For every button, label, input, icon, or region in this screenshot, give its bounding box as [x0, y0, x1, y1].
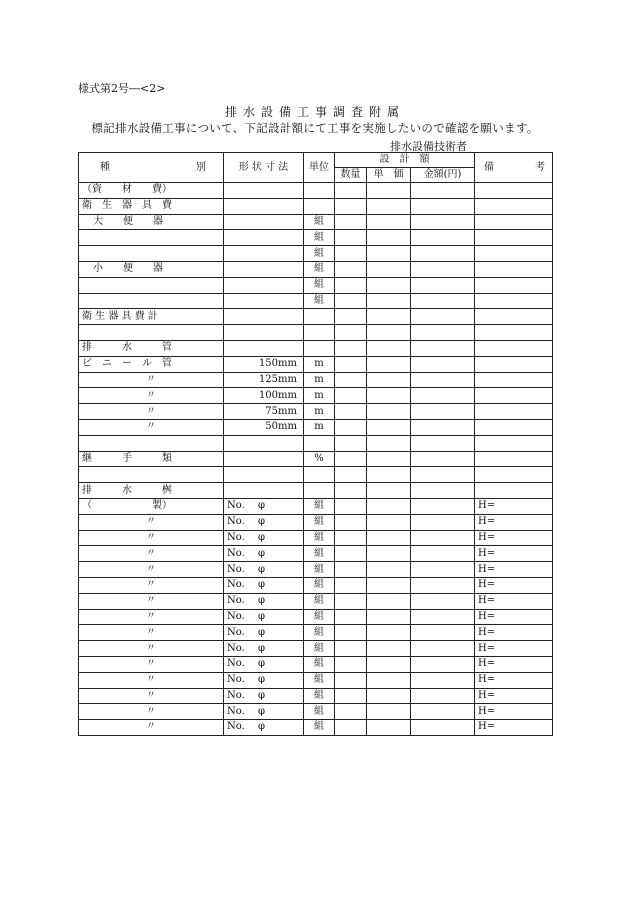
cell-size: 50mm — [224, 419, 304, 435]
col-remarks-b: 考 — [535, 161, 545, 173]
form-number: 様式第2号―<2> — [78, 82, 166, 95]
cell-type: 〃 — [79, 419, 224, 435]
cell-unit: 組 — [304, 530, 335, 546]
cell-size: No. φ — [224, 641, 304, 657]
cell-size — [224, 467, 304, 483]
cell-type: 〃 — [79, 514, 224, 530]
table-row — [79, 246, 553, 262]
table-row — [79, 214, 553, 230]
cell-unit-price — [367, 609, 411, 625]
cell-unit: 組 — [304, 562, 335, 578]
col-size-header: 形 状 寸 法 — [224, 153, 304, 183]
cell-unit: 組 — [304, 293, 335, 309]
cell-type: 大 便 器 — [79, 214, 224, 230]
cell-amount — [411, 483, 475, 499]
cell-size: No. φ — [224, 530, 304, 546]
table-row — [79, 704, 553, 720]
cell-unit-price — [367, 483, 411, 499]
cell-unit: % — [304, 451, 335, 467]
col-type-header — [79, 153, 224, 183]
cell-amount — [411, 720, 475, 736]
table-row — [79, 277, 553, 293]
cell-remarks — [475, 277, 553, 293]
cell-quantity — [335, 419, 367, 435]
cell-type: 〃 — [79, 372, 224, 388]
cell-unit: 組 — [304, 672, 335, 688]
cell-amount — [411, 514, 475, 530]
cell-unit-price — [367, 340, 411, 356]
cell-unit: 組 — [304, 641, 335, 657]
cell-unit-price — [367, 672, 411, 688]
cell-unit: 組 — [304, 656, 335, 672]
cell-amount — [411, 546, 475, 562]
cell-type: 〃 — [79, 577, 224, 593]
cell-type: 〃 — [79, 609, 224, 625]
cell-unit: 組 — [304, 261, 335, 277]
cell-unit — [304, 309, 335, 325]
table-row — [79, 625, 553, 641]
table-row — [79, 656, 553, 672]
cell-quantity — [335, 277, 367, 293]
cell-unit: 組 — [304, 230, 335, 246]
cell-unit-price — [367, 593, 411, 609]
cell-amount — [411, 467, 475, 483]
cell-type: 排 水 管 — [79, 340, 224, 356]
cell-type — [79, 467, 224, 483]
cell-unit — [304, 183, 335, 199]
table-row — [79, 261, 553, 277]
cell-quantity — [335, 498, 367, 514]
engineer-label: 排水設備技術者 — [390, 140, 467, 153]
cell-amount — [411, 419, 475, 435]
cell-quantity — [335, 372, 367, 388]
cell-amount — [411, 451, 475, 467]
cell-amount — [411, 656, 475, 672]
cell-size: No. φ — [224, 672, 304, 688]
cell-quantity — [335, 340, 367, 356]
cell-amount — [411, 277, 475, 293]
cell-quantity — [335, 672, 367, 688]
cell-size: No. φ — [224, 593, 304, 609]
cell-type — [79, 246, 224, 262]
cell-amount — [411, 672, 475, 688]
cell-amount — [411, 183, 475, 199]
cell-unit-price — [367, 656, 411, 672]
cell-quantity — [335, 309, 367, 325]
cell-remarks — [475, 198, 553, 214]
cell-amount — [411, 641, 475, 657]
cell-quantity — [335, 641, 367, 657]
cell-remarks: H= — [475, 704, 553, 720]
table-row — [79, 720, 553, 736]
cell-quantity — [335, 514, 367, 530]
table-row — [79, 293, 553, 309]
table-row — [79, 467, 553, 483]
cell-amount — [411, 388, 475, 404]
cell-size — [224, 230, 304, 246]
cell-size: No. φ — [224, 546, 304, 562]
cell-type: 排 水 桝 — [79, 483, 224, 499]
cell-size: No. φ — [224, 577, 304, 593]
cell-unit: 組 — [304, 704, 335, 720]
table-row — [79, 641, 553, 657]
table-row — [79, 198, 553, 214]
cell-unit: 組 — [304, 214, 335, 230]
cell-quantity — [335, 451, 367, 467]
cell-unit — [304, 483, 335, 499]
estimate-table — [78, 152, 553, 736]
cell-amount — [411, 498, 475, 514]
cell-amount — [411, 593, 475, 609]
table-row — [79, 356, 553, 372]
col-type-b: 別 — [196, 161, 206, 173]
cell-quantity — [335, 198, 367, 214]
table-row — [79, 546, 553, 562]
cell-remarks: H= — [475, 672, 553, 688]
cell-unit-price — [367, 404, 411, 420]
cell-amount — [411, 261, 475, 277]
cell-unit-price — [367, 530, 411, 546]
cell-remarks — [475, 230, 553, 246]
cell-amount — [411, 404, 475, 420]
table-row — [79, 514, 553, 530]
cell-unit: m — [304, 356, 335, 372]
cell-unit-price — [367, 214, 411, 230]
cell-quantity — [335, 625, 367, 641]
cell-size: No. φ — [224, 609, 304, 625]
cell-quantity — [335, 325, 367, 341]
cell-remarks — [475, 388, 553, 404]
cell-unit-price — [367, 419, 411, 435]
cell-size: 75mm — [224, 404, 304, 420]
cell-unit: m — [304, 404, 335, 420]
cell-remarks — [475, 467, 553, 483]
cell-type: 〃 — [79, 562, 224, 578]
col-design-amount-header: 設 計 額 — [335, 153, 475, 168]
cell-unit: m — [304, 388, 335, 404]
cell-amount — [411, 293, 475, 309]
cell-quantity — [335, 261, 367, 277]
cell-type: ビ ニ ー ル 管 — [79, 356, 224, 372]
cell-quantity — [335, 435, 367, 451]
cell-type: 衛 生 器 具 費 — [79, 198, 224, 214]
table-row — [79, 435, 553, 451]
cell-type: 〃 — [79, 720, 224, 736]
cell-amount — [411, 625, 475, 641]
cell-size — [224, 261, 304, 277]
cell-quantity — [335, 467, 367, 483]
col-quantity-header: 数量 — [335, 168, 367, 183]
table-row — [79, 419, 553, 435]
cell-size: No. φ — [224, 514, 304, 530]
cell-unit: 組 — [304, 688, 335, 704]
cell-unit-price — [367, 356, 411, 372]
cell-remarks — [475, 325, 553, 341]
cell-unit: m — [304, 419, 335, 435]
cell-amount — [411, 309, 475, 325]
cell-quantity — [335, 609, 367, 625]
cell-remarks — [475, 183, 553, 199]
cell-quantity — [335, 183, 367, 199]
cell-unit — [304, 325, 335, 341]
cell-type: 〃 — [79, 704, 224, 720]
cell-amount — [411, 577, 475, 593]
cell-quantity — [335, 483, 367, 499]
cell-type — [79, 325, 224, 341]
table-row — [79, 230, 553, 246]
cell-unit-price — [367, 688, 411, 704]
cell-quantity — [335, 688, 367, 704]
cell-unit-price — [367, 435, 411, 451]
cell-type: 〃 — [79, 672, 224, 688]
cell-type — [79, 293, 224, 309]
cell-unit-price — [367, 183, 411, 199]
cell-unit-price — [367, 277, 411, 293]
cell-type: 〃 — [79, 641, 224, 657]
table-row — [79, 451, 553, 467]
cell-unit-price — [367, 230, 411, 246]
cell-size: No. φ — [224, 704, 304, 720]
cell-amount — [411, 246, 475, 262]
cell-type — [79, 435, 224, 451]
cell-unit: 組 — [304, 609, 335, 625]
cell-quantity — [335, 720, 367, 736]
cell-type: （ 製） — [79, 498, 224, 514]
cell-remarks — [475, 483, 553, 499]
table-row — [79, 609, 553, 625]
cell-type: 〃 — [79, 625, 224, 641]
cell-unit-price — [367, 388, 411, 404]
cell-unit-price — [367, 309, 411, 325]
cell-remarks — [475, 451, 553, 467]
cell-unit-price — [367, 704, 411, 720]
cell-unit-price — [367, 546, 411, 562]
cell-size: 100mm — [224, 388, 304, 404]
table-row — [79, 593, 553, 609]
cell-size — [224, 309, 304, 325]
table-row — [79, 562, 553, 578]
cell-unit: 組 — [304, 514, 335, 530]
cell-remarks: H= — [475, 625, 553, 641]
cell-remarks — [475, 404, 553, 420]
cell-size — [224, 183, 304, 199]
cell-quantity — [335, 562, 367, 578]
cell-type: 〃 — [79, 530, 224, 546]
table-row — [79, 404, 553, 420]
cell-quantity — [335, 577, 367, 593]
cell-type: 小 便 器 — [79, 261, 224, 277]
cell-unit-price — [367, 625, 411, 641]
cell-remarks — [475, 246, 553, 262]
table-row — [79, 309, 553, 325]
cell-amount — [411, 562, 475, 578]
cell-unit: 組 — [304, 277, 335, 293]
cell-remarks: H= — [475, 656, 553, 672]
cell-quantity — [335, 530, 367, 546]
table-row — [79, 672, 553, 688]
cell-size: No. φ — [224, 656, 304, 672]
cell-remarks: H= — [475, 577, 553, 593]
cell-quantity — [335, 388, 367, 404]
cell-remarks: H= — [475, 562, 553, 578]
cell-size: 125mm — [224, 372, 304, 388]
cell-type: （資 材 費） — [79, 183, 224, 199]
cell-unit: 組 — [304, 593, 335, 609]
col-unit-price-header: 単 価 — [367, 168, 411, 183]
cell-quantity — [335, 356, 367, 372]
cell-size: No. φ — [224, 720, 304, 736]
cell-size — [224, 198, 304, 214]
table-row — [79, 183, 553, 199]
cell-remarks — [475, 214, 553, 230]
cell-remarks — [475, 435, 553, 451]
cell-type: 〃 — [79, 404, 224, 420]
col-unit-header: 単位 — [304, 153, 335, 183]
cell-size — [224, 451, 304, 467]
cell-type: 〃 — [79, 388, 224, 404]
cell-unit-price — [367, 562, 411, 578]
cell-remarks: H= — [475, 498, 553, 514]
col-remarks-a: 備 — [484, 161, 494, 173]
cell-remarks — [475, 293, 553, 309]
table-row — [79, 340, 553, 356]
page-title: 排水設備工事調査附属 — [224, 105, 405, 119]
col-remarks-header — [475, 153, 553, 183]
cell-size: 150mm — [224, 356, 304, 372]
cell-remarks — [475, 261, 553, 277]
cell-size: No. φ — [224, 562, 304, 578]
cell-unit: 組 — [304, 720, 335, 736]
cell-unit-price — [367, 293, 411, 309]
cell-quantity — [335, 404, 367, 420]
cell-type: 〃 — [79, 656, 224, 672]
cell-unit-price — [367, 467, 411, 483]
cell-unit: 組 — [304, 498, 335, 514]
cell-amount — [411, 325, 475, 341]
cell-quantity — [335, 293, 367, 309]
cell-amount — [411, 214, 475, 230]
cell-remarks: H= — [475, 546, 553, 562]
cell-unit-price — [367, 577, 411, 593]
cell-size — [224, 325, 304, 341]
cell-unit-price — [367, 246, 411, 262]
cell-amount — [411, 435, 475, 451]
cell-size: No. φ — [224, 688, 304, 704]
cell-size: No. φ — [224, 498, 304, 514]
cell-quantity — [335, 704, 367, 720]
cell-unit: 組 — [304, 246, 335, 262]
cell-remarks: H= — [475, 688, 553, 704]
cell-unit-price — [367, 325, 411, 341]
cell-remarks: H= — [475, 720, 553, 736]
cell-unit-price — [367, 720, 411, 736]
cell-unit-price — [367, 372, 411, 388]
cell-unit-price — [367, 514, 411, 530]
col-amount-header: 金額(円) — [411, 168, 475, 183]
cell-unit-price — [367, 198, 411, 214]
cell-size — [224, 483, 304, 499]
cell-remarks: H= — [475, 609, 553, 625]
cell-amount — [411, 372, 475, 388]
cell-amount — [411, 530, 475, 546]
cell-size — [224, 277, 304, 293]
cell-size — [224, 435, 304, 451]
cell-amount — [411, 198, 475, 214]
cell-remarks — [475, 340, 553, 356]
cell-unit: 組 — [304, 577, 335, 593]
cell-size: No. φ — [224, 625, 304, 641]
cell-size — [224, 214, 304, 230]
cell-unit-price — [367, 451, 411, 467]
cell-unit: m — [304, 372, 335, 388]
table-row — [79, 688, 553, 704]
cell-amount — [411, 230, 475, 246]
cell-unit-price — [367, 261, 411, 277]
cell-type: 〃 — [79, 546, 224, 562]
table-row — [79, 483, 553, 499]
cell-type: 継 手 類 — [79, 451, 224, 467]
cell-size — [224, 293, 304, 309]
cell-quantity — [335, 246, 367, 262]
cell-remarks — [475, 309, 553, 325]
table-row — [79, 325, 553, 341]
cell-unit: 組 — [304, 546, 335, 562]
cell-unit: 組 — [304, 625, 335, 641]
table-row — [79, 498, 553, 514]
cell-remarks: H= — [475, 641, 553, 657]
cell-unit — [304, 467, 335, 483]
cell-type: 〃 — [79, 688, 224, 704]
cell-remarks — [475, 372, 553, 388]
cell-unit-price — [367, 498, 411, 514]
col-type-a: 種 — [100, 161, 110, 173]
cell-amount — [411, 609, 475, 625]
cell-amount — [411, 688, 475, 704]
cell-remarks: H= — [475, 593, 553, 609]
cell-remarks — [475, 356, 553, 372]
cell-quantity — [335, 230, 367, 246]
cell-size — [224, 246, 304, 262]
table-row — [79, 530, 553, 546]
table-row — [79, 372, 553, 388]
cell-amount — [411, 704, 475, 720]
cell-remarks: H= — [475, 514, 553, 530]
cell-unit — [304, 340, 335, 356]
table-row — [79, 388, 553, 404]
cell-type — [79, 277, 224, 293]
cell-remarks — [475, 419, 553, 435]
table-row — [79, 577, 553, 593]
cell-amount — [411, 356, 475, 372]
cell-remarks: H= — [475, 530, 553, 546]
cell-quantity — [335, 546, 367, 562]
cell-quantity — [335, 656, 367, 672]
cell-quantity — [335, 214, 367, 230]
cell-type — [79, 230, 224, 246]
cell-unit — [304, 435, 335, 451]
cell-size — [224, 340, 304, 356]
cell-type: 衛 生 器 具 費 計 — [79, 309, 224, 325]
cell-type: 〃 — [79, 593, 224, 609]
cell-quantity — [335, 593, 367, 609]
cell-unit-price — [367, 641, 411, 657]
cell-unit — [304, 198, 335, 214]
cell-amount — [411, 340, 475, 356]
intro-text: 標記排水設備工事について、下記設計額にて工事を実施したいので確認を願います。 — [91, 121, 539, 135]
